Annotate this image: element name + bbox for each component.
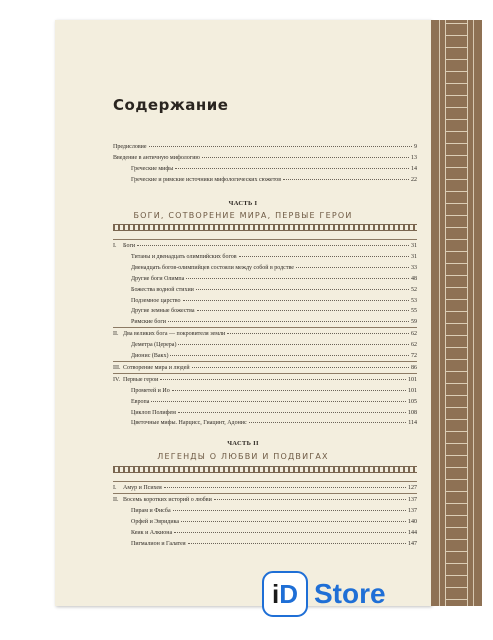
dot-leader [183, 300, 409, 301]
section-divider [113, 493, 417, 494]
toc-entry-page: 33 [411, 264, 417, 271]
dot-leader [173, 510, 406, 511]
toc-entry[interactable] [113, 376, 417, 384]
toc-entry-number: III. [113, 364, 121, 371]
part-label: ЧАСТЬ I [228, 200, 258, 207]
toc-entry-label: Божества водной стихии [131, 286, 194, 293]
toc-entry[interactable] [131, 253, 417, 261]
toc-entry-page: 59 [411, 319, 417, 326]
toc-entry-page: 144 [408, 529, 417, 536]
dot-leader [186, 278, 409, 279]
toc-entry[interactable] [131, 507, 417, 515]
dot-leader [296, 267, 409, 268]
toc-entry[interactable] [131, 419, 417, 427]
toc-entry-label: Греческие и римские источники мифологических сюжетов [131, 177, 282, 183]
toc-entry[interactable] [131, 286, 417, 294]
toc-entry[interactable] [113, 330, 417, 338]
toc-entry-page: 14 [411, 166, 417, 172]
dot-leader [174, 532, 406, 533]
dot-leader [196, 289, 409, 290]
toc-entry[interactable] [131, 387, 417, 395]
section-divider [113, 373, 417, 374]
toc-entry-page: 31 [411, 243, 417, 249]
toc-entry[interactable] [131, 307, 417, 315]
section-divider [113, 361, 417, 362]
dot-leader [160, 379, 406, 380]
dot-leader [164, 487, 406, 488]
dot-leader [137, 245, 409, 246]
toc-entry-page: 137 [408, 496, 417, 503]
toc-entry-label: Амур и Психея [123, 485, 162, 491]
toc-entry-page: 62 [411, 342, 417, 349]
dot-leader [197, 310, 409, 311]
toc-entry[interactable] [113, 496, 417, 504]
toc-entry[interactable] [113, 154, 417, 162]
toc-entry-label: Два великих бога — покровителя земли [123, 331, 226, 338]
decorative-border [431, 20, 482, 606]
logo-word: Store [314, 578, 386, 609]
toc-entry-page: 105 [408, 398, 417, 405]
toc-entry-page: 22 [411, 177, 417, 183]
toc-entry[interactable] [113, 143, 417, 151]
dot-leader [188, 543, 406, 544]
toc-entry[interactable] [131, 398, 417, 406]
logo-mark [262, 571, 308, 617]
toc-entry[interactable] [131, 409, 417, 417]
dot-leader [170, 355, 409, 356]
toc-entry-number: II. [113, 331, 119, 338]
toc-entry-page: 55 [411, 308, 417, 315]
toc-entry-label: Сотворение мира и людей [123, 364, 190, 371]
toc-entry-label: Предисловие [113, 144, 147, 150]
toc-entry[interactable] [131, 264, 417, 272]
page-title: Содержание [113, 96, 229, 114]
toc-entry-label: Дионис (Вакх) [131, 353, 169, 359]
toc-entry[interactable] [131, 165, 417, 173]
toc-entry-label: Подземное царство [131, 297, 181, 304]
toc-entry-page: 48 [411, 275, 417, 282]
toc-entry[interactable] [131, 352, 417, 360]
toc-entry-label: Орфей и Эвридика [131, 518, 180, 525]
toc-entry-label: Другие боги Олимпа [131, 275, 185, 282]
toc-entry-page: 52 [411, 286, 417, 293]
part-label: ЧАСТЬ II [227, 440, 259, 447]
toc-entry-number: I. [113, 243, 117, 249]
toc-entry[interactable] [131, 318, 417, 326]
toc-entry-page: 13 [411, 155, 417, 161]
toc-entry-label: Боги [123, 243, 136, 249]
dot-leader [175, 168, 409, 169]
toc-entry-label: Другие земные божества [131, 308, 195, 315]
section-divider [113, 481, 417, 482]
dot-leader [239, 256, 409, 257]
dot-leader [202, 157, 409, 158]
toc-entry[interactable] [131, 275, 417, 283]
toc-entry[interactable] [131, 518, 417, 526]
toc-entry[interactable] [113, 242, 417, 250]
part-title: ЛЕГЕНДЫ О ЛЮБВИ И ПОДВИГАХ [157, 452, 329, 461]
toc-entry-label: Пирам и Фисба [131, 507, 171, 514]
toc-entry-page: 31 [411, 253, 417, 260]
toc-entry-label: Двенадцать богов-олимпийцев состояли между собой в родстве [131, 264, 294, 271]
toc-entry-label: Европа [131, 398, 150, 405]
toc-entry-label: Цветочные мифы. Нарцисс, Гиацинт, Адонис [131, 420, 247, 427]
toc-entry[interactable] [113, 364, 417, 372]
logo-letter-i: i [271, 578, 280, 609]
logo-letter-d: D [279, 578, 298, 609]
toc-entry-page: 72 [411, 353, 417, 359]
toc-entry-label: Греческие мифы [131, 166, 174, 172]
dot-leader [249, 422, 407, 423]
toc-entry-label: Восемь коротких историй о любви [123, 496, 212, 503]
toc-entry[interactable] [131, 341, 417, 349]
toc-entry-page: 9 [414, 144, 417, 150]
dot-leader [227, 333, 409, 334]
toc-entry-page: 147 [408, 540, 417, 547]
dot-leader [178, 344, 409, 345]
toc-entry-page: 62 [411, 331, 417, 338]
idstore-logo [262, 571, 386, 617]
toc-entry-page: 114 [408, 420, 417, 427]
toc-entry-number: I. [113, 485, 117, 491]
toc-entry[interactable] [131, 176, 417, 184]
toc-entry-page: 53 [411, 297, 417, 304]
dot-leader [168, 321, 409, 322]
dot-leader [214, 499, 406, 500]
part-title: БОГИ, СОТВОРЕНИЕ МИРА, ПЕРВЫЕ ГЕРОИ [133, 211, 353, 220]
section-divider [113, 327, 417, 328]
dot-leader [172, 390, 406, 391]
toc-entry-page: 137 [408, 507, 417, 514]
dot-leader [149, 146, 412, 147]
toc-entry[interactable] [131, 297, 417, 305]
toc-entry-label: Деметра (Церера) [131, 342, 177, 349]
greek-key-band [113, 466, 417, 473]
toc-entry[interactable] [131, 529, 417, 537]
toc-entry-label: Введение в античную мифологию [113, 155, 200, 161]
toc-entry-label: Первые герои [123, 376, 159, 383]
dot-leader [181, 521, 406, 522]
toc-entry-page: 86 [411, 364, 417, 371]
toc-entry-page: 108 [408, 409, 417, 416]
book-page [55, 20, 431, 606]
toc-entry[interactable] [113, 484, 417, 492]
toc-entry-label: Пигмалион и Галатея [131, 540, 186, 547]
toc-entry-number: IV. [113, 376, 121, 383]
toc-entry-label: Титаны и двенадцать олимпийских богов [131, 253, 237, 260]
toc-entry-label: Римские боги [131, 319, 167, 326]
toc-entry-page: 140 [408, 518, 417, 525]
dot-leader [283, 179, 409, 180]
toc-entry-page: 101 [408, 387, 417, 394]
greek-key-band [113, 224, 417, 231]
toc-entry-page: 101 [408, 376, 417, 383]
dot-leader [192, 367, 409, 368]
toc-entry-label: Прометей и Ио [131, 387, 170, 394]
toc-entry-page: 127 [408, 485, 417, 491]
toc-entry-label: Кеик и Алкиона [131, 529, 173, 536]
toc-entry-number: II. [113, 496, 119, 503]
section-divider [113, 239, 417, 240]
dot-leader [178, 412, 406, 413]
toc-entry-label: Циклоп Полифем [131, 409, 176, 416]
toc-entry[interactable] [131, 540, 417, 548]
dot-leader [151, 401, 406, 402]
